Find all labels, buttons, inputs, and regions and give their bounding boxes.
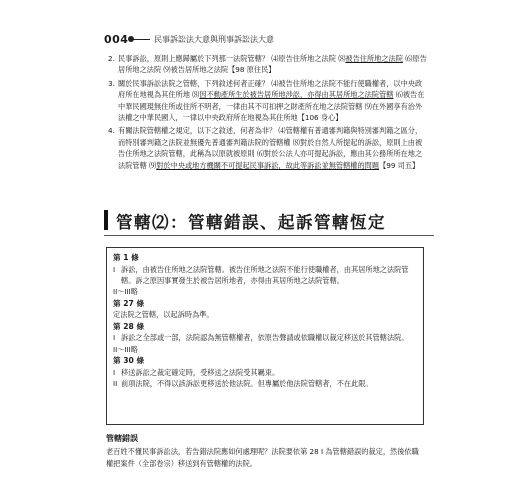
article-paragraph <box>113 332 417 343</box>
paragraph-text: II～III略 <box>113 287 138 297</box>
answer-text: 被告住所地之法院 <box>345 54 403 63</box>
question-item <box>108 53 428 76</box>
paragraph-text: 前項法院，不得以該訴訟更移送於他法院。但專屬於他法院管轄者，不在此限。 <box>121 379 373 389</box>
question-text: 民事訴訟，原則上應歸屬於下列那一法院管轄？ ⑷原告住所地之法院 ⑻ <box>118 54 346 63</box>
paragraph-mark: II <box>113 379 118 389</box>
article-number: 第 27 條 <box>113 298 145 308</box>
paragraph-text: 訴訟，由被告住所地之法院管轄。被告住所地之法院不能行使職權者，由其居所地之法院管轄。訴之原因事實發生於被告居所地者，亦得由其居所地之法院管轄。 <box>121 264 409 285</box>
paragraph-text: 定法院之管轄，以起訴時為準。 <box>113 310 214 320</box>
running-header <box>104 33 434 47</box>
section-heading <box>104 208 434 232</box>
article-paragraph <box>113 309 417 320</box>
page-number: 004 <box>104 33 129 46</box>
section-divider <box>104 235 434 236</box>
paragraph-mark: I <box>113 333 116 343</box>
commentary-heading: 管轄錯誤 <box>106 434 138 443</box>
commentary-body: 老百姓不懂民事訴訟法，若告錯法院應如何處理呢？法院要依第 28 I 為管轄錯誤的裁定，然後依職權把案件（全部卷宗）移送到有管轄權的法院。 <box>106 447 419 468</box>
question-text: 關於民事訴訟法院之管轄，下列敘述何者正確？ ⑷被告住所地之法院不能行使職權者，以中央政府所在地視為其住所地 ⑻ <box>118 78 423 100</box>
question-text: 【99 司五】 <box>379 160 420 170</box>
article-number: 第 28 條 <box>113 321 145 331</box>
header-divider <box>130 39 150 40</box>
article-paragraph <box>113 367 417 378</box>
question-item <box>108 125 428 171</box>
answer-text: 對於中央或地方機關不可提起民事訴訟，故此等訴訟並無管轄權的問題 <box>156 160 380 170</box>
question-text: 有關法院管轄權之規定，以下之敘述，何者為非？ ⑷管轄權有普通審判籍與特別審判籍之區分，而特別審判籍之法院並無優先普通審判籍法院的管轄權 ⑻對於自然人所提起的訴訟，原則上由被告住所地之法院管轄，此稱為以原就被原則 ⑹對於公法人亦可提起訴訟，應由其公務所所在地之法院管轄 ⑼ <box>118 126 423 170</box>
statute-box <box>106 247 424 425</box>
question-item <box>108 78 428 124</box>
paragraph-text: II～III略 <box>113 344 138 354</box>
article-paragraph <box>113 378 417 389</box>
section-marker <box>104 210 108 230</box>
question-list <box>108 53 428 173</box>
article-paragraph <box>113 286 417 297</box>
article-paragraph <box>113 344 417 355</box>
book-title: 民事訴訟法大意與刑事訴訟法大意 <box>154 35 274 44</box>
paragraph-mark: I <box>113 264 116 274</box>
question-number: 3. <box>108 78 115 88</box>
paragraph-text: 訴訟之全部或一部，法院認為無管轄權者，依原告聲請或依職權以裁定移送於其管轄法院。 <box>121 333 409 343</box>
article-number: 第 1 條 <box>113 253 139 262</box>
question-number: 2. <box>108 54 115 63</box>
paragraph-mark: I <box>113 367 116 377</box>
article-number: 第 30 條 <box>113 356 145 366</box>
article-paragraph <box>113 264 417 287</box>
answer-text: 因不動產所生於被告居所地涉訟，亦得由其居所地之法院管轄 <box>199 90 394 100</box>
section-title: 管轄⑵：管轄錯誤、起訴管轄恆定 <box>116 213 386 232</box>
paragraph-text: 移送訴訟之裁定確定時，受移送之法院受其羈束。 <box>121 367 280 377</box>
question-text: ⑹被告在中華民國現無住所或住所不明者，一律由其不可扣押之財產所在地之法院管轄 ⑼在外國享有治外法權之中華民國人，一律以中央政府所在地視為其住所地【106 身心】 <box>118 90 425 123</box>
question-number: 4. <box>108 126 115 136</box>
question-text: ⑹原告居所地之法院 ⑼被告居所地之法院【98 原住民】 <box>118 54 427 75</box>
